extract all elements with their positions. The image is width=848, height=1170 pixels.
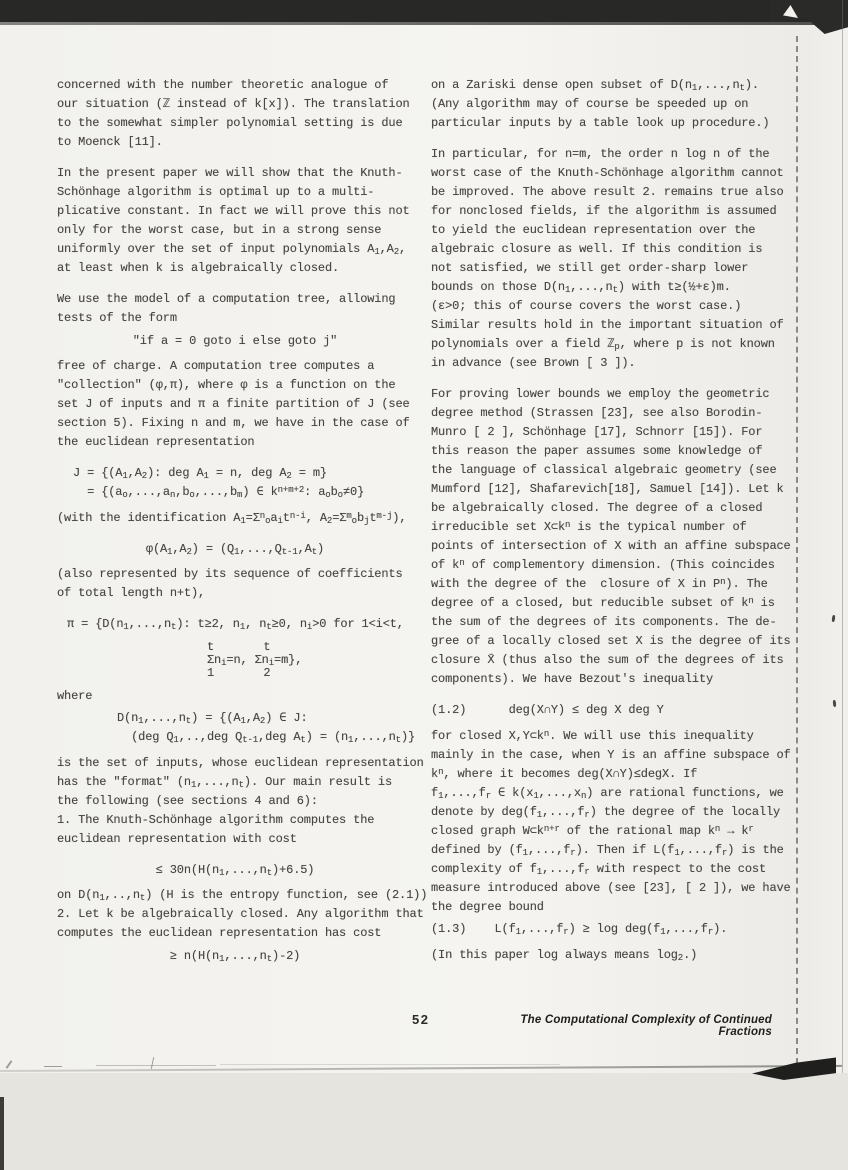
scanner-background [0, 1073, 848, 1170]
text-line: For proving lower bounds we employ the geometric [431, 387, 770, 401]
text-line: mainly in the case, when Y is an affine subspace of [431, 748, 791, 762]
pencil-mark [151, 1057, 154, 1069]
text-line: closed graph $W\subset k^{n+r}$ of the rational map $k^n \to k^r$ [431, 824, 754, 838]
text-line: degree of a closed, but reducible subset of $k^n$ is [431, 596, 775, 610]
equation-block [57, 709, 416, 747]
text-line: be improved. The above result 2. remains true also [431, 185, 784, 199]
text-line: 2. Let k be algebraically closed. Any algorithm that [57, 907, 424, 921]
right-column [431, 76, 791, 977]
equation-block [57, 641, 413, 680]
paragraph [431, 727, 791, 917]
page-edge-line [842, 0, 843, 1170]
text-line: this reason the paper assumes some knowledge of [431, 444, 763, 458]
pencil-mark [96, 1065, 216, 1066]
text-line: to yield the euclidean representation over the [431, 223, 756, 237]
text-line: (also represented by its sequence of coefficients [57, 567, 403, 581]
text-line: $\pi = \{D(n_1,...,n_t)$: t≥2, $n_1$, $n_t\ge 0$, $n_i>0$ for 1<i<t, [67, 617, 404, 632]
text-line: (with the identification $A_1=\Sigma^n_oa_it^{n-i}$, $A_2=\Sigma^m_ob_jt^{m-j}$), [57, 511, 407, 526]
text-line: free of charge. A computation tree computes a [57, 359, 375, 373]
equation-block [57, 861, 413, 880]
paragraph [431, 385, 791, 689]
text-line: polynomials over a field ℤ$_p$, where p is not known [431, 337, 775, 352]
paragraph [57, 76, 413, 152]
equation-block [57, 332, 413, 351]
text-line: the following (see sections 4 and 6): [57, 794, 318, 808]
text-line: the language of classical algebraic geometry (see [431, 463, 777, 477]
text-line: irreducible set $X\subset k^n$ is the typical number of [431, 520, 747, 534]
text-line: only for the worst case, but in a strong sense [57, 223, 382, 237]
text-line: in advance (see Brown [ 3 ]). [431, 356, 636, 370]
text-line: measure introduced above (see [23], [ 2 ]), we have [431, 881, 791, 895]
text-line: Similar results hold in the important situation of [431, 318, 784, 332]
paragraph [431, 145, 787, 373]
equation-block [431, 701, 787, 720]
paragraph [57, 565, 413, 603]
text-line: gree of a locally closed set X is the degree of its [431, 634, 791, 648]
text-line: Mumford [12], Shafarevich[18], Samuel [14]). Let k [431, 482, 784, 496]
text-line: of total length n+t), [57, 586, 206, 600]
text-line: complexity of $f_1,...,f_r$ with respect to the cost [431, 862, 766, 877]
paragraph [431, 76, 787, 133]
text-line: section 5). Fixing n and m, we have in the case of [57, 416, 410, 430]
text-line: to the somewhat simpler polynomial setting is due [57, 116, 403, 130]
paragraph [57, 886, 428, 943]
ink-speck [832, 615, 836, 622]
ink-speck [833, 700, 837, 707]
text-line: In the present paper we will show that the Knuth- [57, 166, 403, 180]
text-line: algebraic closure as well. If this condition is [431, 242, 763, 256]
text-line: "collection" (φ,π), where φ is a function on the [57, 378, 396, 392]
text-line: to Moenck [11]. [57, 135, 163, 149]
text-line: (deg $Q_1,..,deg$ $Q_{t-1},deg$ $A_t) = (n_1,...,n_t)$} [117, 730, 416, 745]
text-line: (1.2) deg(X∩Y) ≤ deg X deg Y [431, 703, 664, 717]
text-line: ≤ $30n(H(n_1,...,n_t)+6.5)$ [155, 863, 315, 878]
scan-left-edge [0, 1097, 4, 1170]
scan-top-edge [0, 0, 848, 22]
equation-block [431, 920, 787, 939]
pencil-mark [44, 1066, 62, 1067]
text-line: $D(n_1,...,n_t) = \{(A_1,A_2)$ ∈ J: [117, 711, 308, 726]
equation-block [57, 464, 413, 502]
equation-block [57, 947, 413, 966]
text-line: with the degree of the closure of X in $P^n$). The [431, 577, 768, 591]
text-line: at least when k is algebraically closed. [57, 261, 340, 275]
left-column [57, 76, 428, 972]
text-line: the euclidean representation [57, 435, 255, 449]
text-line: $\Sigma n_i=n$, $\Sigma n_i=m$}, [207, 653, 303, 668]
text-line: $\varphi(A_1,A_2) = (Q_1,...,Q_{t-1},A_t)$ [145, 542, 325, 557]
text-line: "if a = 0 goto i else goto j" [132, 334, 338, 348]
text-line: particular inputs by a table look up procedure.) [431, 116, 770, 130]
text-line: We use the model of a computation tree, allowing [57, 292, 396, 306]
text-line: defined by $(f_1,...,f_r)$. Then if $L(f_1,...,f_r)$ is the [431, 843, 784, 858]
text-line: on a Zariski dense open subset of $D(n_1,...,n_t)$. [431, 78, 759, 93]
paragraph [57, 687, 413, 706]
page-number: 52 [412, 1012, 430, 1027]
text-line: 1. The Knuth-Schönhage algorithm computes the [57, 813, 375, 827]
text-line: is the set of inputs, whose euclidean representation [57, 756, 424, 770]
equation-block [57, 540, 413, 559]
equation-block [57, 615, 413, 634]
text-line: for nonclosed fields, if the algorithm is assumed [431, 204, 777, 218]
text-line: In particular, for n=m, the order n log n of the [431, 147, 770, 161]
paragraph [57, 357, 413, 452]
text-line: computes the euclidean representation has cost [57, 926, 382, 940]
pencil-mark [6, 1060, 13, 1069]
text-line: $k^n$, where it becomes deg(X∩Y)≤degX. If [431, 767, 698, 781]
paragraph [431, 946, 787, 965]
scan-corner-shadow [770, 0, 848, 34]
text-line: Schönhage algorithm is optimal up to a multi- [57, 185, 375, 199]
text-line: = {$(a_o,...,a_n,b_o,...,b_m)$ ∈ $k^{n+m+2}$: $a_ob_o\ne 0$} [73, 485, 365, 500]
text-line: uniformly over the set of input polynomials $A_1,A_2$, [57, 242, 407, 257]
text-line: has the "format" $(n_1,...,n_t)$. Our main result is [57, 775, 392, 790]
text-line: components). We have Bezout's inequality [431, 672, 714, 686]
text-line: plicative constant. In fact we will prove this not [57, 204, 410, 218]
text-line: on $D(n_1,..,n_t)$ (H is the entropy function, see (2.1)) [57, 888, 428, 903]
text-line: (Any algorithm may of course be speeded up on [431, 97, 749, 111]
text-line: set J of inputs and π a finite partition of J (see [57, 397, 410, 411]
text-line: where [57, 689, 93, 703]
text-line: Munro [ 2 ], Schönhage [17], Schnorr [15]). For [431, 425, 763, 439]
text-line: closure X̄ (thus also the sum of the degrees of its [431, 653, 784, 667]
text-line: (In this paper log always means $\log_2$.) [431, 948, 698, 963]
text-line: degree method (Strassen [23], see also Borodin- [431, 406, 763, 420]
text-line: ≥ $n(H(n_1,...,n_t)-2)$ [169, 949, 301, 964]
text-line: be algebraically closed. The degree of a closed [431, 501, 763, 515]
paragraph [57, 164, 413, 278]
paragraph [57, 509, 413, 528]
text-line: $f_1,...,f_r$ ∈ $k(x_1,...,x_n)$ are rational functions, we [431, 786, 784, 801]
book-spine-crease [796, 36, 798, 1064]
paragraph [57, 754, 424, 849]
text-line: $J = \{(A_1,A_2)$: deg $A_1 = n$, deg $A_2 = m$} [73, 466, 327, 481]
paragraph [57, 290, 413, 328]
text-line: concerned with the number theoretic analogue of [57, 78, 389, 92]
text-line: for closed $X,Y\subset k^n$. We will use this inequality [431, 729, 754, 743]
pencil-mark [220, 1064, 560, 1065]
text-line: 1 2 [207, 666, 271, 680]
running-title: The Computational Complexity of Continued Fractions [520, 1014, 772, 1038]
scan-top-edge-fuzz [0, 22, 848, 25]
text-line: the degree bound [431, 900, 544, 914]
text-line: of $k^n$ of complementory dimension. (This coincides [431, 558, 775, 572]
text-line: denote by $deg(f_1,...,f_r)$ the degree of the locally [431, 805, 781, 820]
text-line: points of intersection of X with an affine subspace [431, 539, 791, 553]
text-line: worst case of the Knuth-Schönhage algorithm cannot [431, 166, 784, 180]
text-line: (ε>0; this of course covers the worst case.) [431, 299, 742, 313]
text-line: tests of the form [57, 311, 177, 325]
text-line: t t [207, 640, 271, 654]
text-line: not satisfied, we still get order-sharp lower [431, 261, 749, 275]
text-line: bounds on those $D(n_1,...,n_t)$ with t≥(½+ε)m. [431, 280, 731, 295]
text-line: (1.3) $L(f_1,...,f_r) \ge \log deg(f_1,...,f_r)$. [431, 922, 728, 937]
text-line: our situation (ℤ instead of k[x]). The translation [57, 97, 410, 111]
text-line: euclidean representation with cost [57, 832, 297, 846]
text-line: the sum of the degrees of its components. The de- [431, 615, 777, 629]
